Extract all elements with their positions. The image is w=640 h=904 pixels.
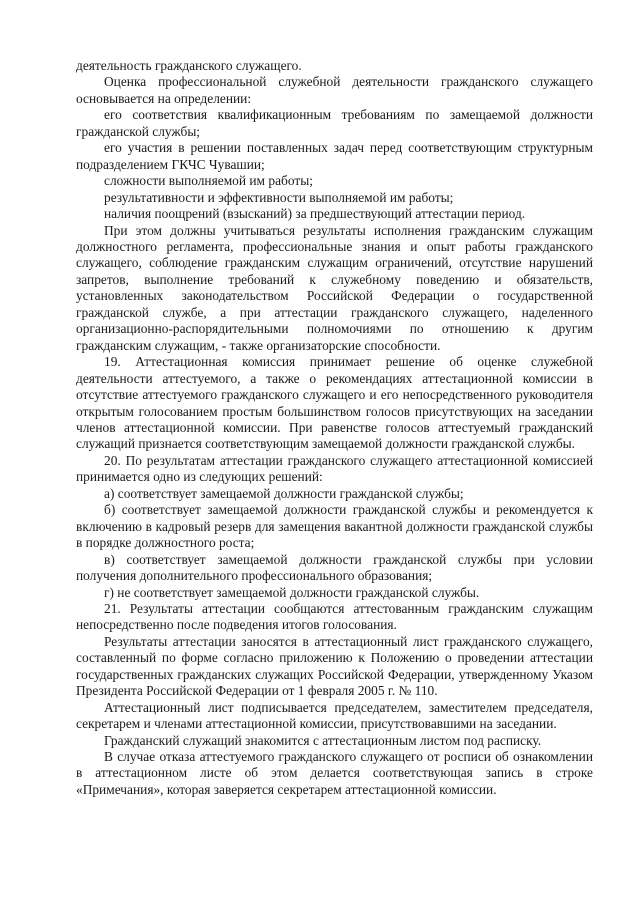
clause-21: 21. Результаты аттестации сообщаются аттестованным гражданским служащим непосредственно после подведения итогов голосования. — [76, 600, 593, 633]
decision-b: б) соответствует замещаемой должности гражданской службы и рекомендуется к включению в кадровый резерв для замещения вакантной должности гражданской службы в порядке должностного роста; — [76, 502, 593, 551]
criterion-participation: его участия в решении поставленных задач перед соответствующим структурным подразделением ГКЧС Чувашии; — [76, 140, 593, 172]
document-page — [76, 58, 593, 798]
criterion-incentives: наличия поощрений (взысканий) за предшествующий аттестации период. — [104, 206, 526, 222]
criterion-effectiveness: результативности и эффективности выполняемой им работы; — [104, 189, 454, 205]
paragraph-acknowledgement: Гражданский служащий знакомится с аттестационным листом под расписку. — [104, 732, 542, 748]
decision-a: а) соответствует замещаемой должности гражданской службы; — [104, 485, 464, 501]
paragraph-continuation: деятельность гражданского служащего. — [76, 58, 302, 73]
paragraph-considerations: При этом должны учитываться результаты исполнения гражданским служащим должностного регламента, профессиональные знания и опыт работы гражданского служащего, соблюдение гражданским служащим ограничений, отсутствие нарушений запретов, выполнение требований к служебному поведению и обязательств, установленных законодательством Российской Федерации о государственной гражданской службе, а при аттестации гражданского служащего, наделенного организационно-распорядительными полномочиями по отношению к другим гражданским служащим, - также организаторские способности. — [76, 222, 593, 353]
decision-d: г) не соответствует замещаемой должности гражданской службы. — [104, 584, 480, 600]
clause-20: 20. По результатам аттестации гражданского служащего аттестационной комиссией принимается одно из следующих решений: — [76, 452, 593, 485]
clause-19: 19. Аттестационная комиссия принимает решение об оценке служебной деятельности аттестуемого, а также о рекомендациях аттестационной комиссии в отсутствие аттестуемого гражданского служащего и его непосредственного руководителя открытым голосованием простым большинством голосов присутствующих на заседании членов аттестационной комиссии. При равенстве голосов аттестуемый гражданский служащий признается соответствующим замещаемой должности гражданской службы. — [76, 354, 593, 452]
paragraph-refusal: В случае отказа аттестуемого гражданского служащего от росписи об ознакомлении в аттестационном листе об этом делается соответствующая запись в строке «Примечания», которая заверяется секретарем аттестационной комиссии. — [76, 749, 593, 797]
paragraph-evaluation-basis: Оценка профессиональной служебной деятельности гражданского служащего основывается на определении: — [76, 74, 593, 106]
paragraph-attestation-sheet: Результаты аттестации заносятся в аттестационный лист гражданского служащего, составленный по форме согласно приложению к Положению о проведении аттестации государственных гражданских служащих Российской Федерации, утвержденному Указом Президента Российской Федерации от 1 февраля 2005 г. № 110. — [76, 633, 593, 699]
decision-c: в) соответствует замещаемой должности гражданской службы при условии получения дополнительного профессионального образования; — [76, 551, 593, 584]
criterion-qualification: его соответствия квалификационным требованиям по замещаемой должности гражданской службы; — [76, 107, 593, 139]
paragraph-signatures: Аттестационный лист подписывается председателем, заместителем председателя, секретарем и членами аттестационной комиссии, присутствовавшими на заседании. — [76, 699, 593, 732]
criterion-complexity: сложности выполняемой им работы; — [104, 173, 313, 189]
